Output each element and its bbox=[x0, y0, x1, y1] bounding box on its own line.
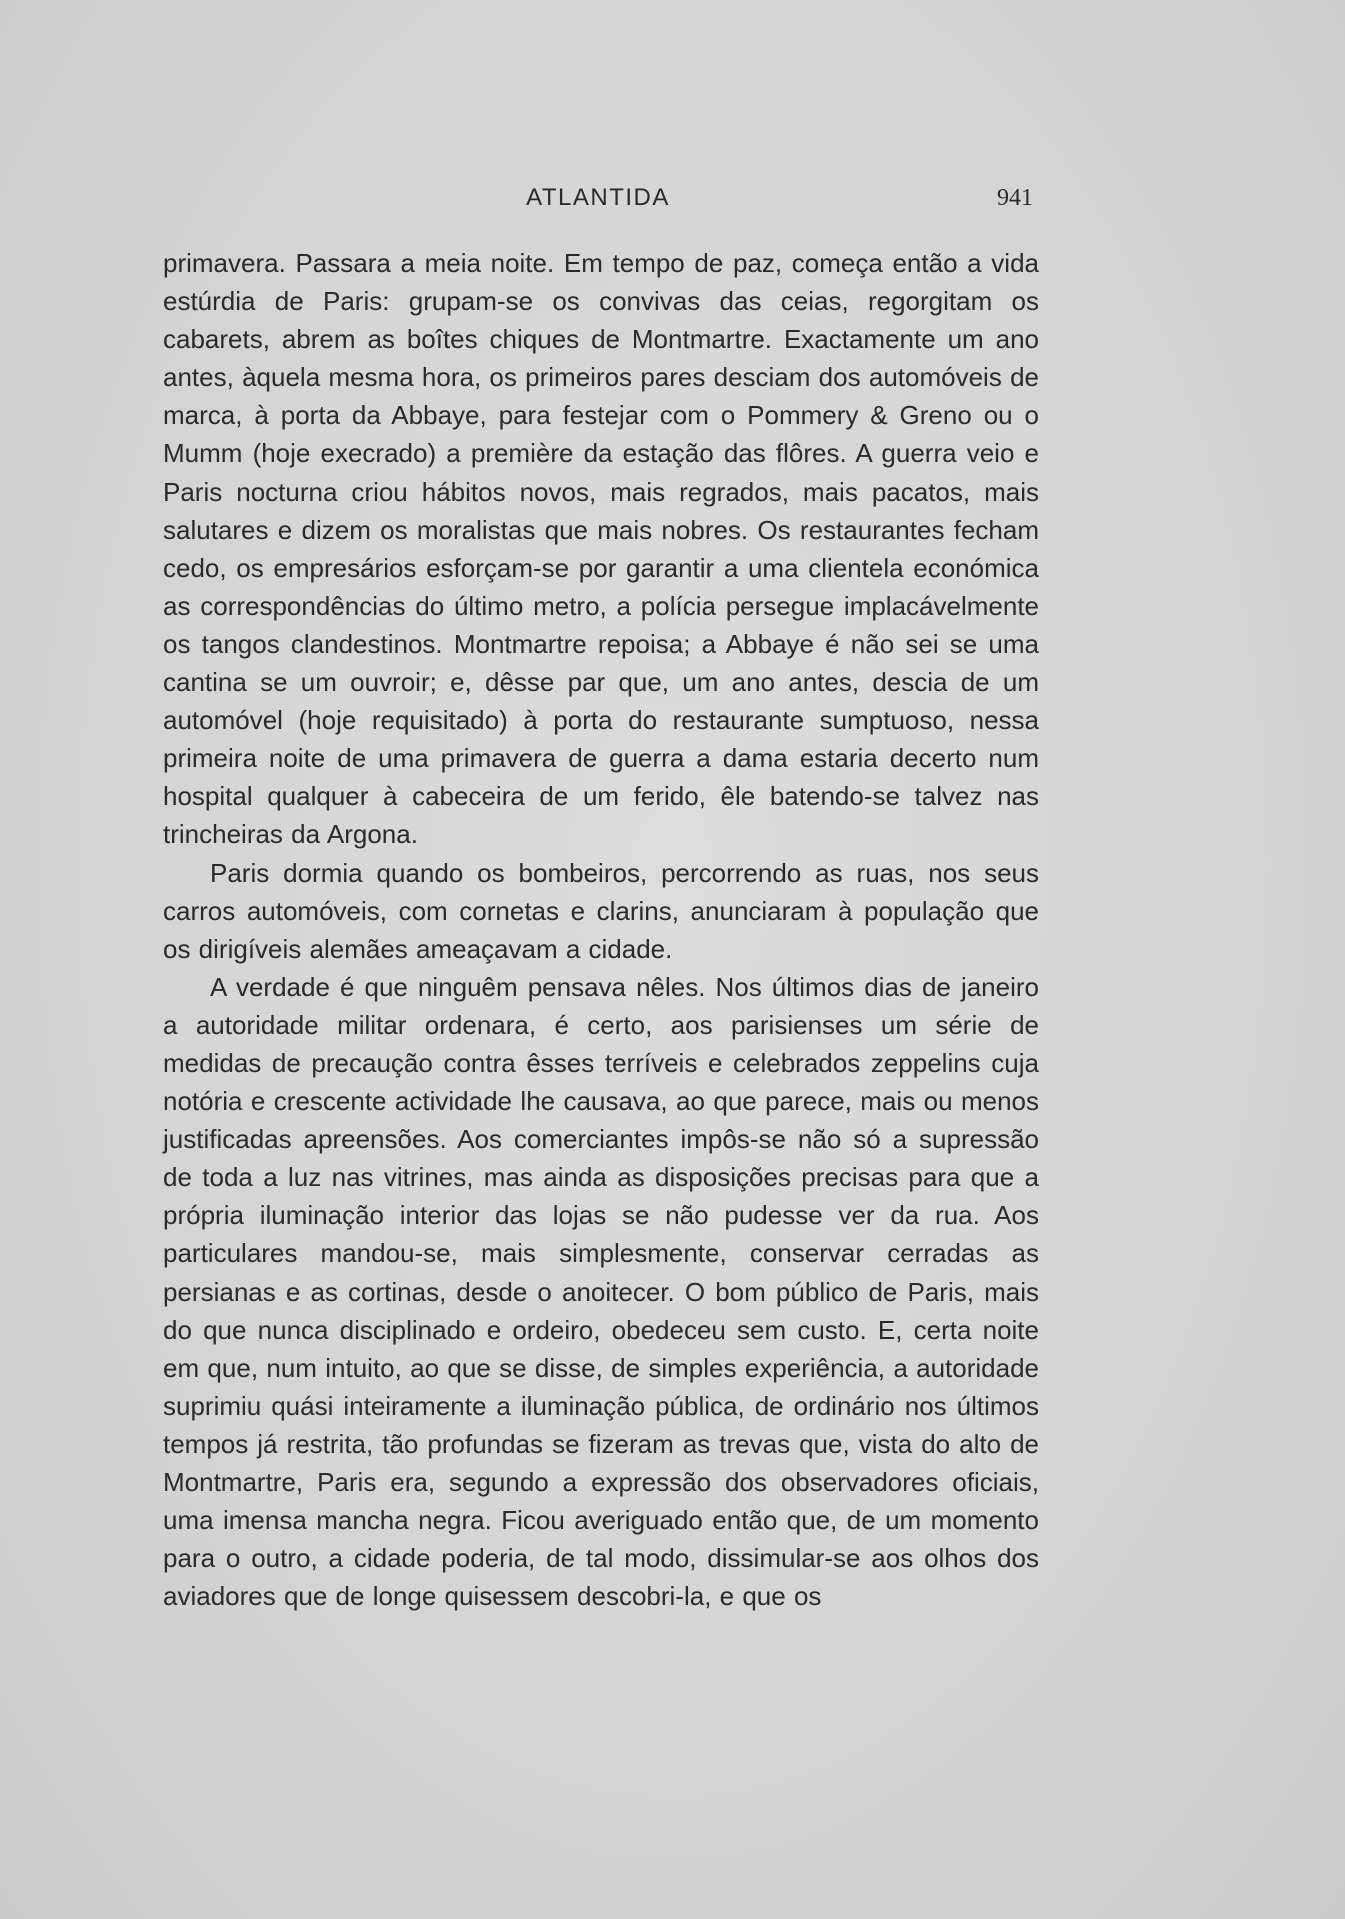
body-text bbox=[163, 244, 1039, 1615]
page-number: 941 bbox=[997, 185, 1033, 211]
paragraph-3: A verdade é que ninguêm pensava nêles. Nos últimos dias de janeiro a autoridade militar ordenara, é certo, aos parisienses um série de medidas de precaução contra êsses terríveis e celebrados zeppelins cuja notória e crescente actividade lhe causava, ao que parece, mais ou menos justificadas apreensões. Aos comerciantes impôs-se não só a supressão de toda a luz nas vitrines, mas ainda as disposições precisas para que a própria iluminação interior das lojas se não pudesse ver da rua. Aos particulares mandou-se, mais simplesmente, conservar cerradas as persianas e as cortinas, desde o anoitecer. O bom público de Paris, mais do que nunca disciplinado e ordeiro, obedeceu sem custo. E, certa noite em que, num intuito, ao que se disse, de simples experiência, a autoridade suprimiu quási inteiramente a iluminação pública, de ordinário nos últimos tempos já restrita, tão profundas se fizeram as trevas que, vista do alto de Montmartre, Paris era, segundo a expressão dos observadores oficiais, uma imensa mancha negra. Ficou averiguado então que, de um momento para o outro, a cidade poderia, de tal modo, dissimular-se aos olhos dos aviadores que de longe quisessem descobri-la, e que os bbox=[163, 971, 1039, 1612]
paragraph-2: Paris dormia quando os bombeiros, percorrendo as ruas, nos seus carros automóveis, com cornetas e clarins, anunciaram à população que os dirigíveis alemães ameaçavam a cidade. bbox=[163, 857, 1039, 964]
paragraph-1: primavera. Passara a meia noite. Em tempo de paz, começa então a vida estúrdia de Paris: grupam-se os convivas das ceias, regorgitam os cabarets, abrem as boîtes chiques de Montmartre. Exactamente um ano antes, àquela mesma hora, os primeiros pares desciam dos automóveis de marca, à porta da Abbaye, para festejar com o Pommery & Greno ou o Mumm (hoje execrado) a première da estação das flôres. A guerra veio e Paris nocturna criou hábitos novos, mais regrados, mais pacatos, mais salutares e dizem os moralistas que mais nobres. Os restaurantes fecham cedo, os empresários esforçam-se por garantir a uma clientela económica as correspondências do último metro, a polícia persegue implacávelmente os tangos clandestinos. Montmartre repoisa; a Abbaye é não sei se uma cantina se um ouvroir; e, dêsse par que, um ano antes, descia de um automóvel (hoje requisitado) à porta do restaurante sumptuoso, nessa primeira noite de uma primavera de guerra a dama estaria decerto num hospital qualquer à cabeceira de um ferido, êle batendo-se talvez nas trincheiras da Argona. bbox=[163, 248, 1039, 850]
running-title: ATLANTIDA bbox=[526, 184, 670, 211]
running-head bbox=[163, 180, 1033, 216]
